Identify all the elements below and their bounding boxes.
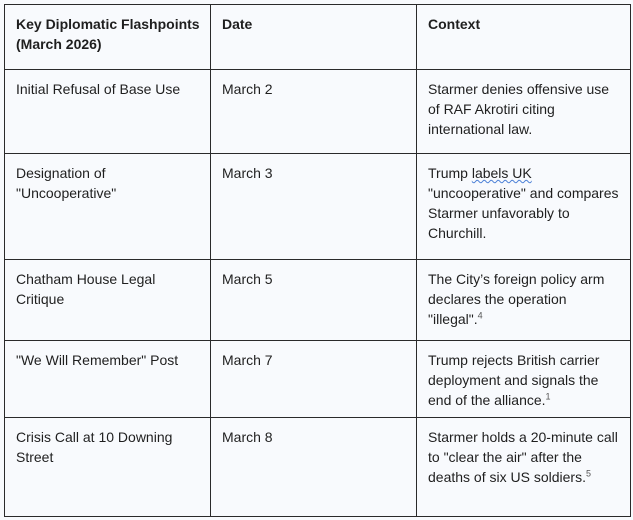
table-row — [5, 70, 631, 154]
context-cell — [417, 418, 631, 517]
flashpoint-cell: "We Will Remember" Post — [5, 341, 211, 418]
citation-ref[interactable]: 4 — [477, 310, 483, 321]
header-context: Context — [417, 5, 631, 70]
context-cell — [417, 341, 631, 418]
context-text: Trump rejects British carrier deployment and signals the end of the alliance. — [428, 352, 600, 408]
date-cell: March 3 — [211, 154, 417, 260]
citation-ref[interactable]: 5 — [585, 468, 591, 479]
spellcheck-underlined-text[interactable]: labels UK — [471, 165, 532, 181]
context-cell: Starmer denies offensive use of RAF Akrotiri citing international law. — [417, 70, 631, 154]
header-flashpoint: Key Diplomatic Flashpoints (March 2026) — [5, 5, 211, 70]
date-cell: March 7 — [211, 341, 417, 418]
date-cell: March 2 — [211, 70, 417, 154]
table-row — [5, 418, 631, 517]
header-date: Date — [211, 5, 417, 70]
context-text: Trump — [428, 165, 472, 181]
context-text: Starmer holds a 20-minute call to "clear the air" after the deaths of six US soldiers. — [428, 429, 618, 485]
table-row — [5, 341, 631, 418]
context-cell — [417, 260, 631, 341]
date-cell: March 5 — [211, 260, 417, 341]
context-cell — [417, 154, 631, 260]
table-row — [5, 260, 631, 341]
date-cell: March 8 — [211, 418, 417, 517]
flashpoint-cell: Chatham House Legal Critique — [5, 260, 211, 341]
flashpoint-cell: Initial Refusal of Base Use — [5, 70, 211, 154]
context-text: The City’s foreign policy arm declares the operation "illegal". — [428, 271, 605, 327]
flashpoint-cell: Designation of "Uncooperative" — [5, 154, 211, 260]
context-text: "uncooperative" and compares Starmer unfavorably to Churchill. — [428, 185, 619, 241]
flashpoint-cell: Crisis Call at 10 Downing Street — [5, 418, 211, 517]
flashpoints-table — [4, 4, 631, 517]
table-row — [5, 154, 631, 260]
table-header-row — [5, 5, 631, 70]
citation-ref[interactable]: 1 — [545, 391, 551, 402]
